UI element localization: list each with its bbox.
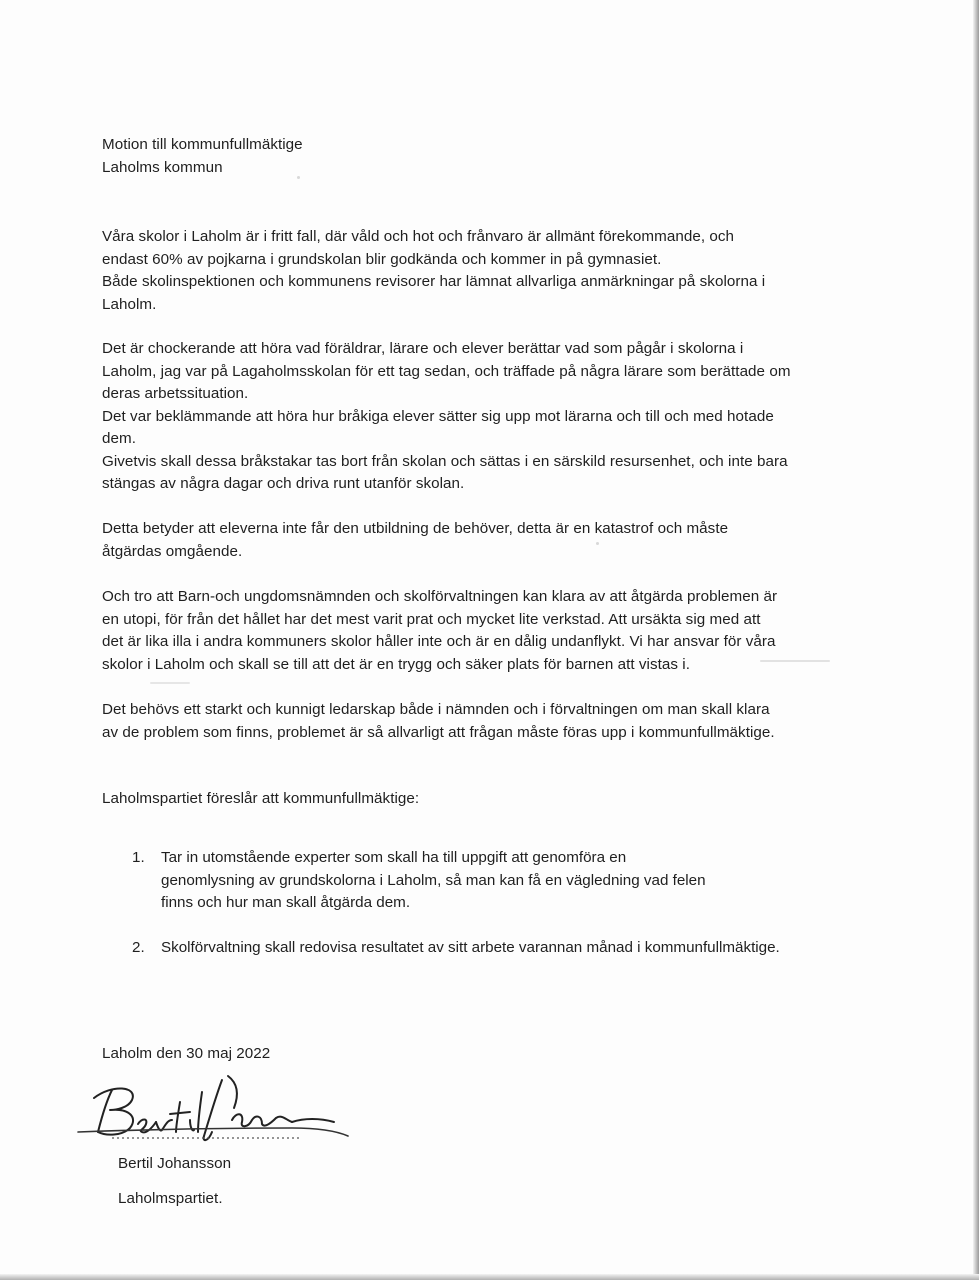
handwritten-signature <box>72 1072 352 1152</box>
date-line <box>102 1043 872 1066</box>
paragraph-line: stängas av några dagar och driva runt utanför skolan. <box>102 475 465 492</box>
paragraph-line: Givetvis skall dessa bråkstakar tas bort från skolan och sättas i en särskild resursenhet, och inte bara <box>102 452 788 470</box>
paragraph-line: Och tro att Barn-och ungdomsnämnden och skolförvaltningen kan klara av att åtgärda problemen är <box>102 588 778 605</box>
proposal-intro-text: Laholmspartiet föreslår att kommunfullmäktige: <box>102 790 420 807</box>
scan-speck <box>596 542 599 545</box>
paragraph-line: Våra skolor i Laholm är i fritt fall, där våld och hot och frånvaro är allmänt förekommande, och <box>102 228 734 245</box>
paragraph-2 <box>102 338 872 496</box>
list-item-line: finns och hur man skall åtgärda dem. <box>161 894 411 911</box>
paragraph-line: Laholm. <box>102 295 157 313</box>
paragraph-line: Det behövs ett starkt och kunnigt ledarskap både i nämnden och i förvaltningen om man skall klara <box>102 701 770 718</box>
list-number: 2. <box>132 939 145 956</box>
party-name-text: Laholmspartiet. <box>118 1190 223 1207</box>
date-text: Laholm den 30 maj 2022 <box>102 1045 271 1062</box>
header-title: Motion till kommunfullmäktige <box>102 136 303 153</box>
paragraph-1 <box>102 226 872 316</box>
list-item-line: Skolförvaltning skall redovisa resultatet av sitt arbete varannan månad i kommunfullmäktige. <box>161 939 780 956</box>
paragraph-line: Det är chockerande att höra vad föräldrar, lärare och elever berättar vad som pågår i skolorna i <box>102 340 744 357</box>
paragraph-line: det är lika illa i andra kommuners skolor håller inte och är en dålig undanflykt. Vi har ansvar för våra <box>102 633 776 650</box>
scan-smudge <box>150 682 190 684</box>
scan-smudge <box>760 660 830 662</box>
list-item-line: Tar in utomstående experter som skall ha till uppgift att genomföra en <box>161 849 627 866</box>
paragraph-line: en utopi, för från det hållet har det mest varit prat och mycket lite verkstad. Att ursäkta sig med att <box>102 610 761 628</box>
paragraph-line: deras arbetssituation. <box>102 385 249 402</box>
proposal-intro <box>102 788 872 811</box>
scan-edge-right <box>973 0 979 1280</box>
paragraph-5 <box>102 699 872 744</box>
header-municipality: Laholms kommun <box>102 158 223 176</box>
paragraph-line: endast 60% av pojkarna i grundskolan blir godkända och kommer in på gymnasiet. <box>102 250 662 268</box>
paragraph-line: dem. <box>102 430 136 447</box>
paragraph-line: skolor i Laholm och skall se till att det är en trygg och säker plats för barnen att vistas i. <box>102 655 691 673</box>
signer-name-text: Bertil Johansson <box>118 1155 232 1172</box>
party-name <box>118 1188 888 1211</box>
paragraph-line: Detta betyder att eleverna inte får den utbildning de behöver, detta är en katastrof och måste <box>102 520 729 537</box>
paragraph-line: Både skolinspektionen och kommunens revisorer har lämnat allvarliga anmärkningar på skolorna i <box>102 273 766 290</box>
scan-edge-bottom <box>0 1274 979 1280</box>
scan-speck <box>297 176 300 179</box>
paragraph-line: Det var beklämmande att höra hur bråkiga elever sätter sig upp mot lärarna och till och med hotade <box>102 407 774 425</box>
paragraph-line: åtgärdas omgående. <box>102 542 243 560</box>
list-item-body <box>161 937 780 960</box>
paragraph-line: av de problem som finns, problemet är så allvarligt att frågan måste föras upp i kommunfullmäktige. <box>102 723 775 741</box>
list-number: 1. <box>132 849 145 866</box>
paragraph-3 <box>102 518 872 563</box>
list-item-body <box>161 847 706 915</box>
signer-name <box>118 1153 888 1176</box>
paragraph-4 <box>102 586 872 676</box>
paragraph-line: Laholm, jag var på Lagaholmsskolan för ett tag sedan, och träffade på några lärare som berättade om <box>102 362 791 380</box>
document-header <box>102 134 872 179</box>
list-item-line: genomlysning av grundskolorna i Laholm, så man kan få en vägledning vad felen <box>161 871 706 889</box>
